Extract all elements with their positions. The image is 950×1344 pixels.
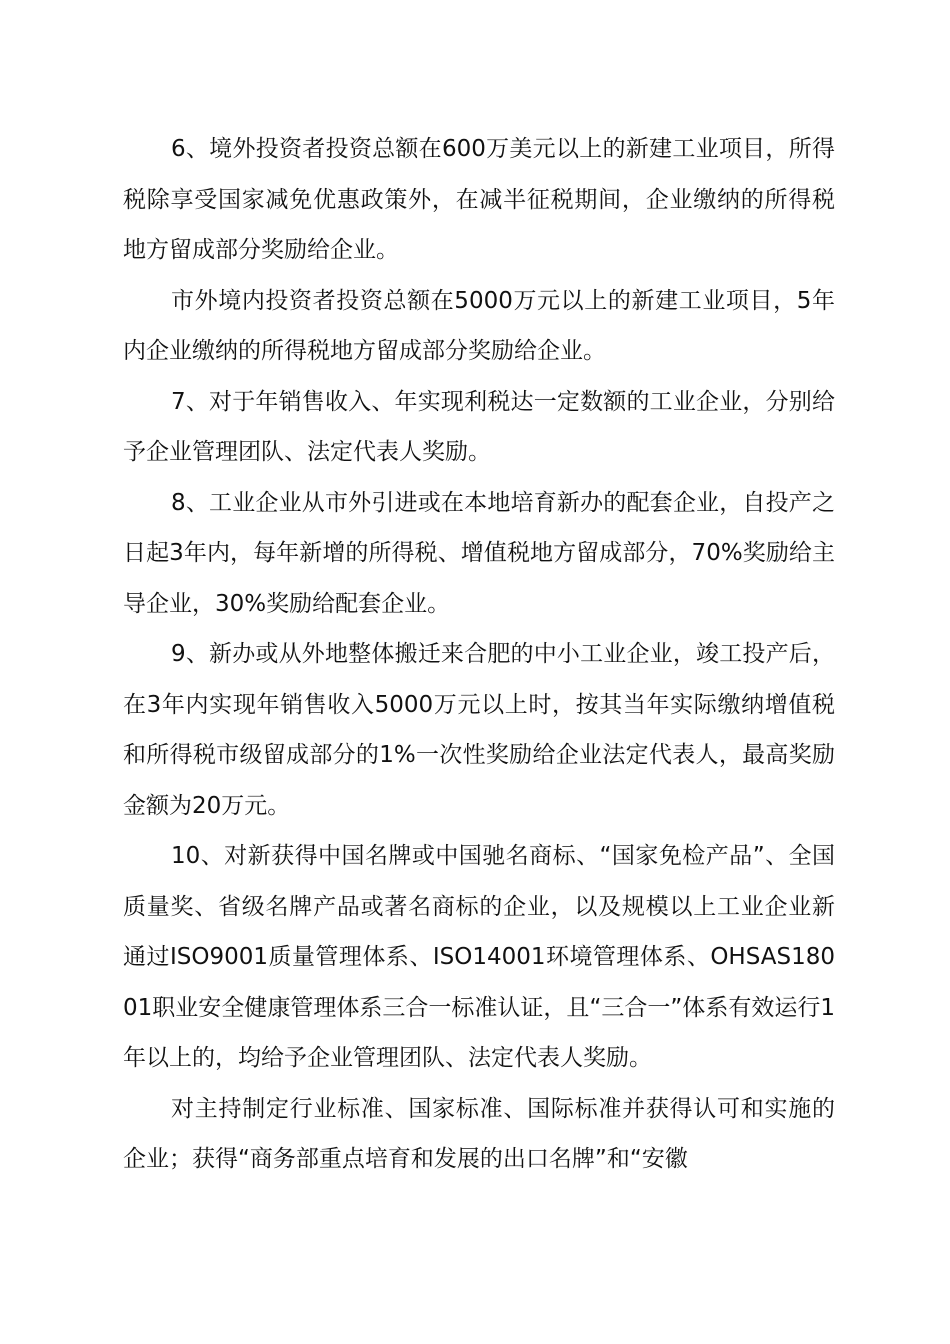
paragraph-standards-export-brand: 对主持制定行业标准、国家标准、国际标准并获得认可和实施的企业；获得“商务部重点培育和发展的出口名牌”和“安徽: [123, 1095, 835, 1172]
document-body: [123, 124, 835, 1185]
paragraph-item-6-overseas-investment: 6、境外投资者投资总额在600万美元以上的新建工业项目，所得税除享受国家减免优惠政策外，在减半征税期间，企业缴纳的所得税地方留成部分奖励给企业。: [123, 136, 835, 263]
paragraph-item-7-sales-reward: 7、对于年销售收入、年实现利税达一定数额的工业企业，分别给予企业管理团队、法定代表人奖励。: [123, 388, 835, 465]
paragraph-item-8-supporting-enterprises: 8、工业企业从市外引进或在本地培育新办的配套企业，自投产之日起3年内，每年新增的所得税、增值税地方留成部分，70%奖励给主导企业，30%奖励给配套企业。: [123, 489, 835, 617]
paragraph-item-9-small-enterprises: 9、新办或从外地整体搬迁来合肥的中小工业企业，竣工投产后，在3年内实现年销售收入5000万元以上时，按其当年实际缴纳增值税和所得税市级留成部分的1%一次性奖励给企业法定代表人，最高奖励金额为20万元。: [123, 641, 835, 819]
paragraph-domestic-investment: 市外境内投资者投资总额在5000万元以上的新建工业项目，5年内企业缴纳的所得税地方留成部分奖励给企业。: [123, 287, 835, 364]
paragraph-item-10-brand-certification: 10、对新获得中国名牌或中国驰名商标、“国家免检产品”、全国质量奖、省级名牌产品或著名商标的企业，以及规模以上工业企业新通过ISO9001质量管理体系、ISO14001环境管理体系、OHSAS18001职业安全健康管理体系三合一标准认证，且“三合一”体系有效运行1年以上的，均给予企业管理团队、法定代表人奖励。: [123, 843, 835, 1071]
